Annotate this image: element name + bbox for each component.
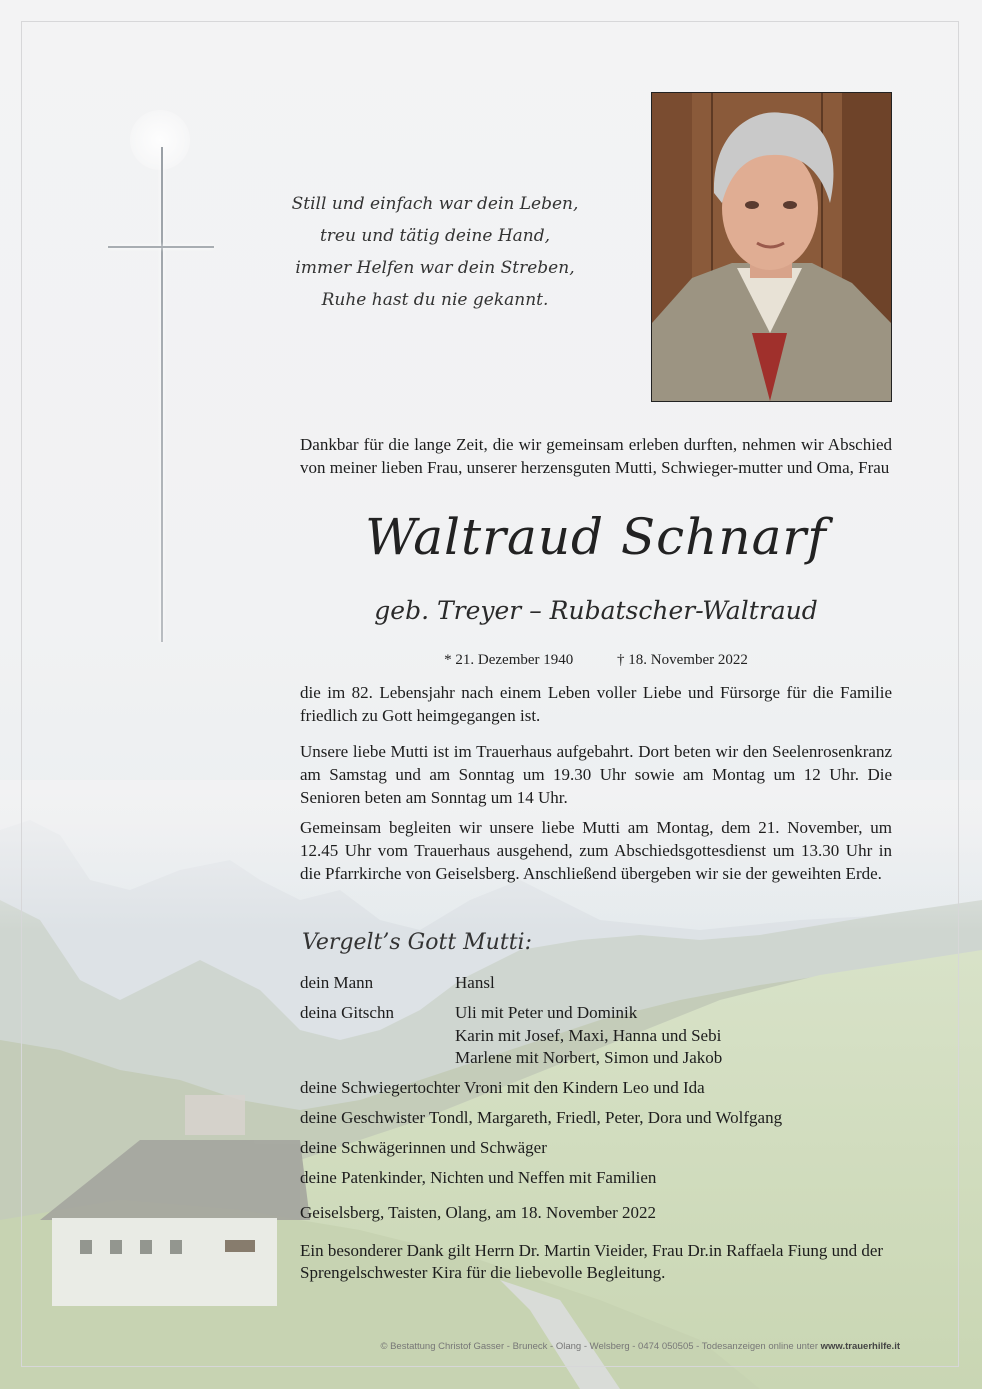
mourner-relation: deine Geschwister Tondl, Margareth, Friedl, Peter, Dora und Wolfgang	[300, 1108, 783, 1127]
mourner-row	[300, 1136, 547, 1159]
life-dates	[300, 652, 892, 669]
paragraph-wake: Unsere liebe Mutti ist im Trauerhaus aufgebahrt. Dort beten wir den Seelenrosenkranz am Samstag und am Sonntag um 19.30 Uhr sowie am Montag um 12 Uhr. Die Senioren beten am Sonntag um 14 Uhr.	[300, 742, 892, 807]
mourner-names: Hansl	[455, 973, 495, 992]
verse-line: immer Helfen war dein Streben,	[295, 258, 575, 278]
mourner-row	[300, 1076, 705, 1099]
footer-link[interactable]: www.trauerhilfe.it	[820, 1341, 900, 1352]
verse-line: treu und tätig deine Hand,	[319, 226, 551, 246]
mourner-row	[300, 1106, 782, 1129]
mourner-row	[300, 1166, 656, 1189]
mourner-relation: dein Mann	[300, 973, 374, 992]
verse-line: Ruhe hast du nie gekannt.	[321, 290, 549, 310]
footer	[300, 1341, 900, 1352]
cross-icon	[161, 147, 163, 642]
verse-line: Still und einfach war dein Leben,	[291, 194, 579, 214]
footer-text: © Bestattung Christof Gasser - Bruneck - Olang - Welsberg - 0474 050505 - Todesanzeigen online unter	[380, 1341, 821, 1352]
paragraph-funeral: Gemeinsam begleiten wir unsere liebe Mutti am Montag, dem 21. November, um 12.45 Uhr vom Trauerhaus ausgehend, zum Abschiedsgottesdienst um 13.30 Uhr in die Pfarrkirche von Geiselsberg. Anschließend übergeben wir sie der geweihten Erde.	[300, 818, 892, 883]
death-date: † 18. November 2022	[617, 652, 748, 668]
thanks-heading: Vergelt’s Gott Mutti:	[302, 930, 532, 955]
birth-name: geb. Treyer – Rubatscher-Waltraud	[374, 596, 818, 625]
mourner-names: Karin mit Josef, Maxi, Hanna und Sebi	[455, 1026, 722, 1045]
birth-date: * 21. Dezember 1940	[444, 652, 574, 668]
mourner-row	[300, 1001, 638, 1024]
mourner-relation: deina Gitschn	[300, 1003, 394, 1022]
mourner-relation: deine Schwägerinnen und Schwäger	[300, 1138, 547, 1157]
mourner-row	[300, 971, 495, 994]
mourner-relation: deine Patenkinder, Nichten und Neffen mit Familien	[300, 1168, 657, 1187]
mourner-names: Marlene mit Norbert, Simon und Jakob	[455, 1048, 723, 1067]
cross-glow	[130, 110, 190, 170]
mourner-relation: deine Schwiegertochter Vroni mit den Kindern Leo und Ida	[300, 1078, 705, 1097]
cross-icon-bar	[108, 246, 214, 248]
mourner-names: Uli mit Peter und Dominik	[455, 1003, 638, 1022]
portrait-illustration	[652, 93, 891, 401]
verse	[280, 188, 590, 316]
paragraph-passing: die im 82. Lebensjahr nach einem Leben voller Liebe und Fürsorge für die Familie friedlich zu Gott heimgegangen ist.	[300, 683, 892, 725]
portrait-photo	[651, 92, 892, 402]
special-thanks: Ein besonderer Dank gilt Herrn Dr. Martin Vieider, Frau Dr.in Raffaela Fiung und der Sprengelschwester Kira für die liebevolle Begleitung.	[300, 1241, 884, 1282]
intro-text: Dankbar für die lange Zeit, die wir gemeinsam erleben durften, nehmen wir Abschied von meiner lieben Frau, unserer herzensguten Mutti, Schwieger-mutter und Oma, Frau	[300, 435, 892, 477]
deceased-name: Waltraud Schnarf	[365, 508, 827, 566]
place-date: Geiselsberg, Taisten, Olang, am 18. November 2022	[300, 1203, 657, 1222]
